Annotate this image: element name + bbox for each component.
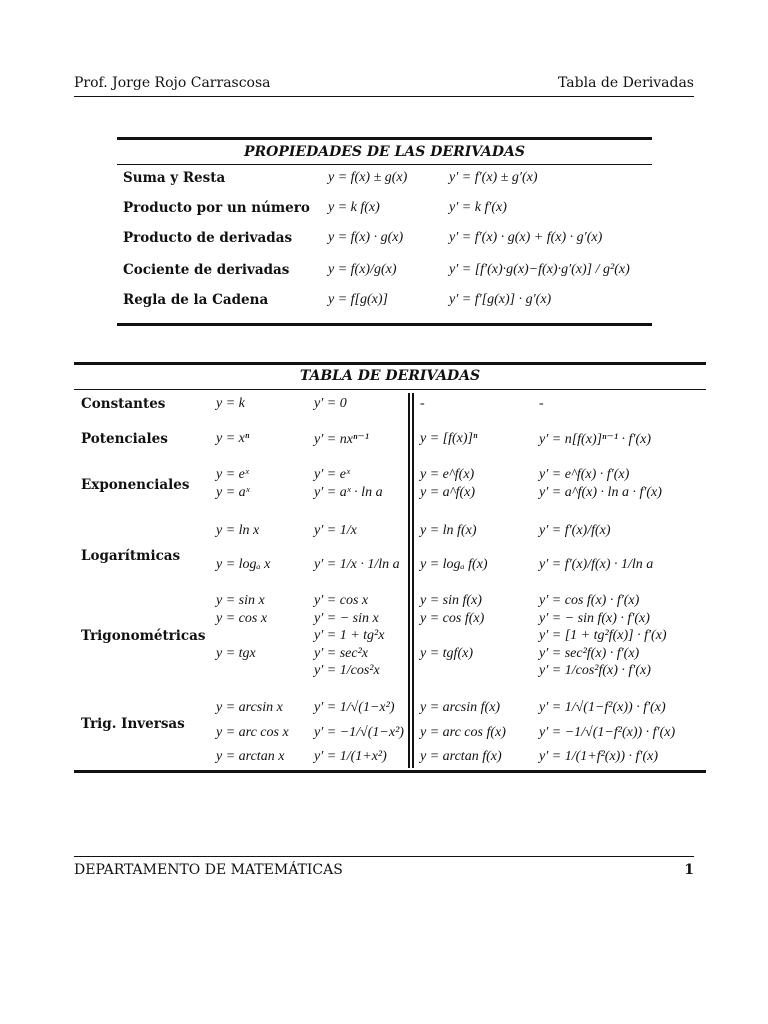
- department-name: DEPARTAMENTO DE MATEMÁTICAS: [74, 862, 343, 878]
- cell-composite-function: y = sin f(x): [420, 593, 482, 608]
- column-divider-right: [412, 393, 414, 768]
- group-label: Constantes: [81, 396, 166, 412]
- cell-function: y = arc cos x: [216, 725, 289, 740]
- property-derivative: y′ = k f′(x): [449, 200, 507, 215]
- properties-title: PROPIEDADES DE LAS DERIVADAS: [243, 144, 526, 160]
- property-function: y = f(x)/g(x): [328, 262, 397, 277]
- property-function: y = k f(x): [328, 200, 380, 215]
- group-label: Trig. Inversas: [81, 716, 185, 732]
- cell-composite-function: y = arc cos f(x): [420, 725, 506, 740]
- cell-composite-derivative: y′ = [1 + tg²f(x)] · f′(x): [539, 628, 667, 643]
- cell-composite-derivative: y′ = 1/(1+f²(x)) · f′(x): [539, 749, 658, 764]
- cell-composite-derivative: y′ = f′(x)/f(x): [539, 523, 611, 538]
- cell-composite-function: y = arcsin f(x): [420, 700, 501, 715]
- cell-derivative: y′ = − sin x: [314, 611, 379, 626]
- page-footer: [74, 862, 694, 878]
- cell-function: y = aˣ: [216, 485, 250, 500]
- properties-header-rule: [117, 164, 652, 165]
- header-rule: [74, 96, 694, 97]
- cell-composite-derivative: y′ = n[f(x)]ⁿ⁻¹ · f′(x): [539, 432, 652, 447]
- property-derivative: y′ = f′(x) ± g′(x): [449, 170, 538, 185]
- cell-composite-function: y = a^f(x): [420, 485, 475, 500]
- cell-function: y = xⁿ: [216, 431, 250, 446]
- cell-derivative: y′ = −1/√(1−x²): [314, 725, 404, 740]
- cell-composite-function: y = logₐ f(x): [420, 557, 488, 572]
- cell-composite-function: y = cos f(x): [420, 611, 485, 626]
- cell-composite-function: y = arctan f(x): [420, 749, 502, 764]
- property-label: Regla de la Cadena: [123, 292, 269, 308]
- cell-derivative: y′ = sec²x: [314, 646, 369, 661]
- cell-derivative: y′ = cos x: [314, 593, 369, 608]
- table-title: TABLA DE DERIVADAS: [299, 368, 481, 384]
- cell-derivative: y′ = aˣ · ln a: [314, 485, 383, 500]
- cell-derivative: y′ = 1/(1+x²): [314, 749, 387, 764]
- cell-derivative: y′ = eˣ: [314, 467, 350, 482]
- author-name: Prof. Jorge Rojo Carrascosa: [74, 75, 271, 91]
- property-function: y = f(x) ± g(x): [328, 170, 408, 185]
- cell-derivative: y′ = 1 + tg²x: [314, 628, 385, 643]
- property-derivative: y′ = f′(x) · g(x) + f(x) · g′(x): [449, 230, 603, 245]
- cell-function: y = ln x: [216, 523, 260, 538]
- footer-rule: [74, 856, 694, 857]
- column-divider-left: [408, 393, 410, 768]
- cell-composite-derivative: y′ = −1/√(1−f²(x)) · f′(x): [539, 725, 676, 740]
- cell-composite-derivative: y′ = sec²f(x) · f′(x): [539, 646, 640, 661]
- cell-composite-function: y = tgf(x): [420, 646, 473, 661]
- properties-top-rule: [117, 137, 652, 140]
- group-label: Logarítmicas: [81, 548, 181, 564]
- property-function: y = f[g(x)]: [328, 292, 388, 307]
- cell-function: y = cos x: [216, 611, 268, 626]
- properties-bottom-rule: [117, 323, 652, 326]
- cell-derivative: y′ = nxⁿ⁻¹: [314, 432, 369, 447]
- cell-function: y = logₐ x: [216, 557, 271, 572]
- cell-composite-derivative: y′ = 1/√(1−f²(x)) · f′(x): [539, 700, 666, 715]
- table-bottom-rule: [74, 770, 706, 773]
- document-title: Tabla de Derivadas: [558, 75, 694, 91]
- table-top-rule: [74, 362, 706, 365]
- property-derivative: y′ = f′[g(x)] · g′(x): [449, 292, 552, 307]
- property-label: Producto por un número: [123, 200, 310, 216]
- page-header: [74, 75, 694, 95]
- cell-function: y = k: [216, 396, 245, 411]
- cell-composite-derivative: y′ = cos f(x) · f′(x): [539, 593, 640, 608]
- cell-derivative: y′ = 1/x · 1/ln a: [314, 557, 400, 572]
- cell-composite-function: y = [f(x)]ⁿ: [420, 431, 478, 446]
- cell-function: y = sin x: [216, 593, 265, 608]
- cell-composite-derivative: y′ = e^f(x) · f′(x): [539, 467, 630, 482]
- cell-composite-derivative: -: [539, 396, 544, 411]
- cell-composite-function: y = ln f(x): [420, 523, 477, 538]
- property-label: Producto de derivadas: [123, 230, 293, 246]
- cell-composite-derivative: y′ = a^f(x) · ln a · f′(x): [539, 485, 662, 500]
- table-header-rule: [74, 389, 706, 390]
- cell-composite-derivative: y′ = f′(x)/f(x) · 1/ln a: [539, 557, 654, 572]
- group-label: Trigonométricas: [81, 628, 206, 644]
- cell-derivative: y′ = 1/x: [314, 523, 357, 538]
- property-function: y = f(x) · g(x): [328, 230, 404, 245]
- cell-composite-function: -: [420, 396, 425, 411]
- cell-derivative: y′ = 1/√(1−x²): [314, 700, 395, 715]
- cell-composite-derivative: y′ = 1/cos²f(x) · f′(x): [539, 663, 651, 678]
- page-number: 1: [684, 862, 694, 878]
- property-label: Cociente de derivadas: [123, 262, 290, 278]
- group-label: Potenciales: [81, 431, 168, 447]
- cell-function: y = eˣ: [216, 467, 249, 482]
- cell-derivative: y′ = 0: [314, 396, 347, 411]
- property-label: Suma y Resta: [123, 170, 226, 186]
- cell-function: y = tgx: [216, 646, 256, 661]
- cell-function: y = arctan x: [216, 749, 285, 764]
- property-derivative: y′ = [f′(x)·g(x)−f(x)·g′(x)] / g²(x): [449, 262, 630, 277]
- cell-function: y = arcsin x: [216, 700, 283, 715]
- group-label: Exponenciales: [81, 477, 190, 493]
- cell-composite-derivative: y′ = − sin f(x) · f′(x): [539, 611, 650, 626]
- cell-composite-function: y = e^f(x): [420, 467, 475, 482]
- cell-derivative: y′ = 1/cos²x: [314, 663, 380, 678]
